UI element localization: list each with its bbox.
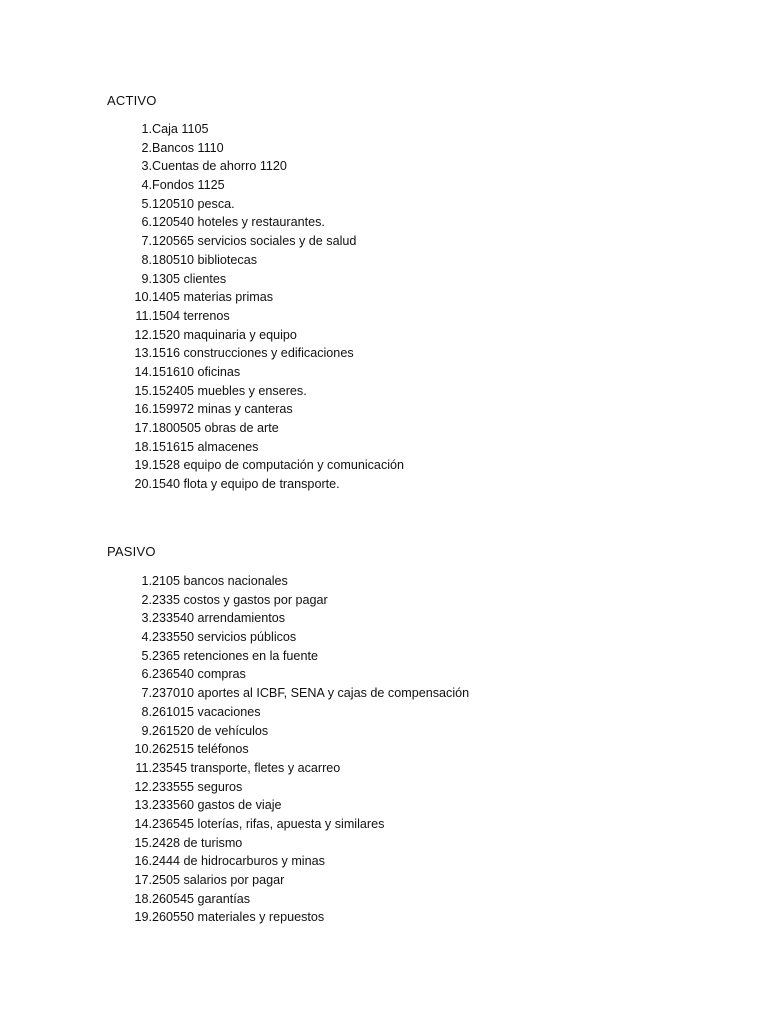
list-item-number	[107, 591, 152, 610]
list-item	[107, 722, 667, 741]
list-item-number	[107, 232, 152, 251]
list-item-text: 120565 servicios sociales y de salud	[152, 234, 357, 249]
list-item-number-text: 9.	[141, 723, 152, 738]
list-item-text: 261520 de vehículos	[152, 723, 269, 738]
list-item	[107, 609, 667, 628]
list-item	[107, 195, 667, 214]
list-item-number	[107, 438, 152, 457]
list-item	[107, 815, 667, 834]
list-item	[107, 288, 667, 307]
list-item-text: Cuentas de ahorro 1120	[152, 159, 287, 174]
list-item-text: Caja 1105	[152, 122, 209, 136]
list-item-number-text: 5.	[141, 648, 152, 663]
list-item	[107, 251, 667, 270]
list-item-text: 233555 seguros	[152, 779, 243, 794]
list-item-number	[107, 684, 152, 703]
list-item-text: 236540 compras	[152, 667, 246, 682]
list-item-number	[107, 382, 152, 401]
list-item-number-text: 17.	[134, 421, 152, 435]
list-item-number	[107, 195, 152, 214]
list-item-text: 151615 almacenes	[152, 439, 259, 454]
list-item-text: 23545 transporte, fletes y acarreo	[152, 760, 341, 775]
list-item-text: 233540 arrendamientos	[152, 611, 286, 626]
list-item	[107, 120, 667, 139]
list-item-number	[107, 665, 152, 684]
list-item-text: Bancos 1110	[152, 140, 224, 155]
list-item-text: 2444 de hidrocarburos y minas	[152, 854, 325, 869]
list-item-text: 260550 materiales y repuestos	[152, 910, 325, 925]
list-item-number	[107, 363, 152, 382]
list-item-text: 1405 materias primas	[152, 290, 274, 305]
list-item-text: 236545 loterías, rifas, apuesta y similares	[152, 816, 385, 831]
activo-heading: ACTIVO	[107, 93, 157, 108]
list-item	[107, 796, 667, 815]
list-item-number-text: 7.	[141, 234, 152, 249]
list-item-number-text: 11.	[135, 760, 152, 775]
list-item-number-text: 14.	[134, 816, 152, 831]
list-item-number	[107, 703, 152, 722]
list-item-number	[107, 778, 152, 797]
list-item-text: 262515 teléfonos	[152, 742, 249, 757]
pasivo-heading: PASIVO	[107, 544, 156, 559]
list-item-text: 2105 bancos nacionales	[152, 574, 288, 588]
list-item-number-text: 16.	[134, 854, 152, 869]
list-item-number-text: 6.	[141, 667, 152, 682]
list-item-number-text: 15.	[134, 835, 152, 850]
list-item	[107, 740, 667, 759]
list-item	[107, 703, 667, 722]
list-item-number-text: 12.	[134, 327, 152, 342]
list-item-text: 1528 equipo de computación y comunicación	[152, 458, 405, 473]
list-item-number	[107, 609, 152, 628]
activo-section	[107, 92, 667, 494]
list-item-text: 159972 minas y canteras	[152, 402, 293, 417]
list-item	[107, 759, 667, 778]
list-item-number-text: 3.	[141, 611, 152, 626]
list-item-number	[107, 475, 152, 494]
list-item	[107, 307, 667, 326]
list-item-number	[107, 270, 152, 289]
list-item-number	[107, 852, 152, 871]
list-item	[107, 363, 667, 382]
list-item-number-text: 13.	[134, 346, 152, 361]
list-item-number-text: 14.	[134, 364, 152, 379]
list-item-text: 237010 aportes al ICBF, SENA y cajas de compensación	[152, 686, 470, 701]
list-item-number	[107, 139, 152, 158]
list-item-number	[107, 456, 152, 475]
list-item-number	[107, 288, 152, 307]
list-item	[107, 382, 667, 401]
list-item	[107, 213, 667, 232]
list-item	[107, 456, 667, 475]
list-item-number-text: 11.	[135, 308, 152, 323]
list-item	[107, 139, 667, 158]
list-item-text: Fondos 1125	[152, 178, 225, 193]
list-item-number	[107, 647, 152, 666]
list-item	[107, 344, 667, 363]
list-item	[107, 591, 667, 610]
list-item	[107, 232, 667, 251]
list-item	[107, 852, 667, 871]
list-item-number	[107, 740, 152, 759]
list-item-number	[107, 572, 152, 591]
list-item-number-text: 15.	[134, 383, 152, 398]
list-item	[107, 419, 667, 438]
list-item	[107, 270, 667, 289]
list-item-number-text: 1.	[141, 122, 152, 136]
list-item-number	[107, 307, 152, 326]
list-item	[107, 572, 667, 591]
list-item	[107, 647, 667, 666]
list-item	[107, 326, 667, 345]
list-item-number-text: 8.	[141, 252, 152, 267]
list-item-text: 1800505 obras de arte	[152, 421, 279, 435]
list-item-text: 2505 salarios por pagar	[152, 873, 285, 887]
list-item-number-text: 2.	[141, 592, 152, 607]
list-item-number	[107, 815, 152, 834]
list-item-number	[107, 157, 152, 176]
list-item-text: 1540 flota y equipo de transporte.	[152, 477, 340, 492]
list-item-number-text: 19.	[134, 910, 152, 925]
list-item-number-text: 4.	[141, 630, 152, 645]
list-item-text: 1516 construcciones y edificaciones	[152, 346, 354, 361]
list-item-text: 233550 servicios públicos	[152, 630, 297, 645]
list-item-number	[107, 834, 152, 853]
list-item-text: 1504 terrenos	[152, 308, 230, 323]
list-item-text: 1305 clientes	[152, 271, 227, 286]
list-item-number	[107, 628, 152, 647]
list-item-text: 180510 bibliotecas	[152, 252, 258, 267]
list-item-text: 2335 costos y gastos por pagar	[152, 592, 328, 607]
pasivo-section	[107, 543, 667, 927]
list-item-number	[107, 796, 152, 815]
list-item	[107, 157, 667, 176]
list-item-number	[107, 400, 152, 419]
list-item	[107, 778, 667, 797]
list-item-number-text: 17.	[134, 873, 152, 887]
list-item-number	[107, 344, 152, 363]
list-item	[107, 684, 667, 703]
list-item-number-text: 4.	[141, 178, 152, 193]
list-item-number	[107, 120, 152, 139]
list-item-text: 152405 muebles y enseres.	[152, 383, 307, 398]
list-item-text: 120540 hoteles y restaurantes.	[152, 215, 325, 230]
list-item-number-text: 20.	[134, 477, 152, 492]
list-item-number	[107, 419, 152, 438]
list-item-number-text: 2.	[141, 140, 152, 155]
list-item-number-text: 12.	[134, 779, 152, 794]
list-item-number-text: 9.	[141, 271, 152, 286]
list-item-number	[107, 890, 152, 909]
list-item	[107, 834, 667, 853]
list-item-number-text: 19.	[134, 458, 152, 473]
list-item-number-text: 10.	[134, 290, 152, 305]
list-item-text: 2365 retenciones en la fuente	[152, 648, 318, 663]
list-item	[107, 665, 667, 684]
list-item-number	[107, 871, 152, 890]
list-item-number-text: 18.	[134, 439, 152, 454]
list-item-number	[107, 213, 152, 232]
list-item	[107, 475, 667, 494]
list-item-number	[107, 722, 152, 741]
list-item-text: 120510 pesca.	[152, 196, 235, 211]
list-item-text: 261015 vacaciones	[152, 704, 261, 719]
list-item-number-text: 16.	[134, 402, 152, 417]
list-item	[107, 890, 667, 909]
list-item	[107, 438, 667, 457]
list-item-text: 2428 de turismo	[152, 835, 243, 850]
list-item-number-text: 10.	[134, 742, 152, 757]
list-item-number	[107, 251, 152, 270]
activo-list	[107, 120, 667, 494]
list-item-number-text: 18.	[134, 891, 152, 906]
list-item-text: 151610 oficinas	[152, 364, 241, 379]
list-item-number-text: 13.	[134, 798, 152, 813]
list-item-number	[107, 908, 152, 927]
pasivo-list	[107, 572, 667, 927]
list-item-number	[107, 759, 152, 778]
list-item	[107, 176, 667, 195]
list-item-number-text: 7.	[141, 686, 152, 701]
list-item	[107, 400, 667, 419]
list-item	[107, 871, 667, 890]
list-item-number-text: 5.	[141, 196, 152, 211]
list-item-number	[107, 326, 152, 345]
list-item-number-text: 3.	[141, 159, 152, 174]
list-item	[107, 908, 667, 927]
list-item-number-text: 8.	[141, 704, 152, 719]
list-item-number	[107, 176, 152, 195]
list-item-number-text: 1.	[141, 574, 152, 588]
list-item-text: 1520 maquinaria y equipo	[152, 327, 297, 342]
list-item-number-text: 6.	[141, 215, 152, 230]
list-item	[107, 628, 667, 647]
list-item-text: 260545 garantías	[152, 891, 251, 906]
list-item-text: 233560 gastos de viaje	[152, 798, 282, 813]
